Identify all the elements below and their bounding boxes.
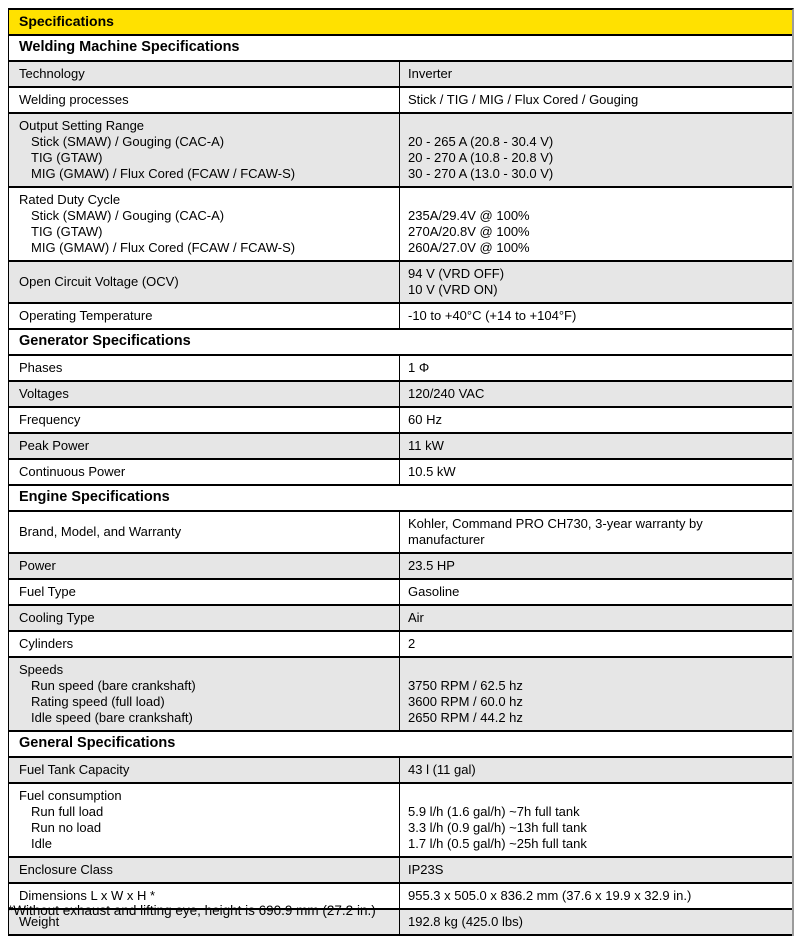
- spec-sublabel: Run full load: [31, 804, 104, 819]
- spec-label-text: Cylinders: [19, 636, 74, 651]
- spec-value-text: 11 kW: [408, 438, 444, 453]
- spec-label: [9, 784, 399, 856]
- spec-row-enclosure-class: [9, 858, 792, 884]
- spec-subvalue: 20 - 265 A (20.8 - 30.4 V): [408, 134, 554, 149]
- spec-value: [399, 758, 792, 782]
- section-header-generator-specifications: Generator Specifications: [9, 330, 792, 356]
- spec-value: [399, 304, 792, 328]
- spec-label: [9, 188, 399, 260]
- spec-subvalue: 20 - 270 A (10.8 - 20.8 V): [408, 150, 554, 165]
- spec-value: [399, 554, 792, 578]
- spec-label-text: Open Circuit Voltage (OCV): [19, 274, 179, 289]
- spec-label-text: Fuel Type: [19, 584, 76, 599]
- spec-label: [9, 858, 399, 882]
- spec-subvalue: 1.7 l/h (0.5 gal/h) ~25h full tank: [408, 836, 587, 851]
- spec-value: [399, 910, 792, 934]
- spec-value-text: Inverter: [408, 66, 453, 81]
- spec-label: [9, 62, 399, 86]
- spec-label-text: Technology: [19, 66, 85, 81]
- spec-row-cylinders: [9, 632, 792, 658]
- spec-row-phases: [9, 356, 792, 382]
- spec-label-text: Dimensions L x W x H *: [19, 888, 156, 903]
- specifications-table: [8, 8, 794, 936]
- spec-sublabel: Stick (SMAW) / Gouging (CAC-A): [31, 208, 225, 223]
- spec-label: [9, 304, 399, 328]
- spec-label: [9, 758, 399, 782]
- spec-sublabel: Idle speed (bare crankshaft): [31, 710, 193, 725]
- spec-sublabel: Run no load: [31, 820, 102, 835]
- spec-value-text: -10 to +40°C (+14 to +104°F): [408, 308, 577, 323]
- spec-value-text: Kohler, Command PRO CH730, 3-year warranty by manufacturer: [408, 516, 703, 547]
- spec-label: [9, 408, 399, 432]
- section-header-general-specifications: General Specifications: [9, 732, 792, 758]
- footnote: *Without exhaust and lifting eye, height is 690.9 mm (27.2 in.): [8, 903, 376, 918]
- spec-group-title: Speeds: [19, 662, 64, 677]
- spec-value: [399, 88, 792, 112]
- spec-label-text: Cooling Type: [19, 610, 95, 625]
- spec-row-peak-power: [9, 434, 792, 460]
- spec-label: [9, 114, 399, 186]
- spec-sublabel: Stick (SMAW) / Gouging (CAC-A): [31, 134, 225, 149]
- spec-row-continuous-power: [9, 460, 792, 486]
- spec-value: [399, 632, 792, 656]
- spec-label-text: Phases: [19, 360, 63, 375]
- spec-label-text: Weight: [19, 914, 60, 929]
- spec-label: [9, 262, 399, 302]
- spec-value: [399, 408, 792, 432]
- spec-value-spacer: [408, 192, 756, 208]
- spec-group-title: Rated Duty Cycle: [19, 192, 121, 207]
- spec-value-text: 94 V (VRD OFF): [408, 266, 505, 281]
- spec-label-text: Enclosure Class: [19, 862, 113, 877]
- spec-subvalue: 235A/29.4V @ 100%: [408, 208, 530, 223]
- spec-value: [399, 356, 792, 380]
- spec-value-text: Air: [408, 610, 424, 625]
- spec-value: [399, 858, 792, 882]
- spec-value-spacer: [408, 662, 756, 678]
- spec-value: [399, 262, 792, 302]
- spec-row-frequency: [9, 408, 792, 434]
- spec-label-text: Peak Power: [19, 438, 90, 453]
- spec-value-text: 192.8 kg (425.0 lbs): [408, 914, 523, 929]
- spec-label: [9, 460, 399, 484]
- spec-value: [399, 580, 792, 604]
- spec-label-text: Brand, Model, and Warranty: [19, 524, 182, 539]
- spec-value: [399, 658, 792, 730]
- spec-group-title: Fuel consumption: [19, 788, 122, 803]
- spec-value-text: 23.5 HP: [408, 558, 455, 573]
- spec-value-spacer: [408, 788, 756, 804]
- spec-value-text: 1 Φ: [408, 360, 430, 375]
- section-header-engine-specifications: Engine Specifications: [9, 486, 792, 512]
- table-title: Specifications: [19, 13, 114, 29]
- spec-value: [399, 606, 792, 630]
- spec-label: [9, 382, 399, 406]
- spec-row-rated-duty-cycle: [9, 188, 792, 262]
- spec-label-text: Voltages: [19, 386, 69, 401]
- spec-label: [9, 88, 399, 112]
- spec-row-output-setting-range: [9, 114, 792, 188]
- spec-row-power: [9, 554, 792, 580]
- spec-subvalue: 3600 RPM / 60.0 hz: [408, 694, 523, 709]
- spec-value: [399, 512, 792, 552]
- spec-sublabel: Run speed (bare crankshaft): [31, 678, 196, 693]
- spec-row-welding-processes: [9, 88, 792, 114]
- spec-value-text: Stick / TIG / MIG / Flux Cored / Gouging: [408, 92, 639, 107]
- spec-subvalue: 270A/20.8V @ 100%: [408, 224, 530, 239]
- spec-row-fuel-tank-capacity: [9, 758, 792, 784]
- spec-label: [9, 554, 399, 578]
- spec-sublabel: Idle: [31, 836, 52, 851]
- spec-value-spacer: [408, 118, 756, 134]
- spec-row-fuel-type: [9, 580, 792, 606]
- spec-label: [9, 632, 399, 656]
- spec-label: [9, 434, 399, 458]
- spec-label-text: Frequency: [19, 412, 81, 427]
- spec-value-text: IP23S: [408, 862, 444, 877]
- spec-label: [9, 580, 399, 604]
- spec-row-brand-model-and-warranty: [9, 512, 792, 554]
- spec-subvalue: 3750 RPM / 62.5 hz: [408, 678, 523, 693]
- spec-value: [399, 62, 792, 86]
- spec-label-text: Welding processes: [19, 92, 129, 107]
- spec-row-open-circuit-voltage-ocv: [9, 262, 792, 304]
- spec-value: [399, 884, 792, 908]
- spec-value: [399, 114, 792, 186]
- spec-row-voltages: [9, 382, 792, 408]
- spec-value: [399, 784, 792, 856]
- section-header-welding-machine-specifications: Welding Machine Specifications: [9, 36, 792, 62]
- spec-row-fuel-consumption: [9, 784, 792, 858]
- spec-value: [399, 382, 792, 406]
- spec-label: [9, 606, 399, 630]
- spec-label: [9, 512, 399, 552]
- spec-value: [399, 434, 792, 458]
- spec-sublabel: TIG (GTAW): [31, 224, 103, 239]
- spec-row-speeds: [9, 658, 792, 732]
- spec-value-text: 10.5 kW: [408, 464, 456, 479]
- spec-label-text: Continuous Power: [19, 464, 126, 479]
- spec-subvalue: 5.9 l/h (1.6 gal/h) ~7h full tank: [408, 804, 580, 819]
- spec-value: [399, 460, 792, 484]
- spec-sublabel: MIG (GMAW) / Flux Cored (FCAW / FCAW-S): [31, 166, 296, 181]
- spec-label-text: Fuel Tank Capacity: [19, 762, 130, 777]
- spec-value-text: 60 Hz: [408, 412, 442, 427]
- spec-subvalue: 3.3 l/h (0.9 gal/h) ~13h full tank: [408, 820, 587, 835]
- spec-value-text: 10 V (VRD ON): [408, 282, 498, 297]
- spec-sublabel: Rating speed (full load): [31, 694, 165, 709]
- spec-subvalue: 2650 RPM / 44.2 hz: [408, 710, 523, 725]
- spec-value-text: 2: [408, 636, 416, 651]
- spec-label: [9, 356, 399, 380]
- spec-value-text: 120/240 VAC: [408, 386, 485, 401]
- spec-label-text: Power: [19, 558, 56, 573]
- spec-group-title: Output Setting Range: [19, 118, 145, 133]
- spec-label: [9, 658, 399, 730]
- table-title-row: [9, 10, 792, 36]
- spec-subvalue: 260A/27.0V @ 100%: [408, 240, 530, 255]
- spec-value: [399, 188, 792, 260]
- spec-row-operating-temperature: [9, 304, 792, 330]
- spec-value-text: Gasoline: [408, 584, 460, 599]
- spec-sublabel: MIG (GMAW) / Flux Cored (FCAW / FCAW-S): [31, 240, 296, 255]
- spec-row-cooling-type: [9, 606, 792, 632]
- spec-subvalue: 30 - 270 A (13.0 - 30.0 V): [408, 166, 554, 181]
- spec-row-technology: [9, 62, 792, 88]
- spec-label-text: Operating Temperature: [19, 308, 153, 323]
- spec-value-text: 43 l (11 gal): [408, 762, 476, 777]
- spec-value-text: 955.3 x 505.0 x 836.2 mm (37.6 x 19.9 x 32.9 in.): [408, 888, 692, 903]
- spec-sublabel: TIG (GTAW): [31, 150, 103, 165]
